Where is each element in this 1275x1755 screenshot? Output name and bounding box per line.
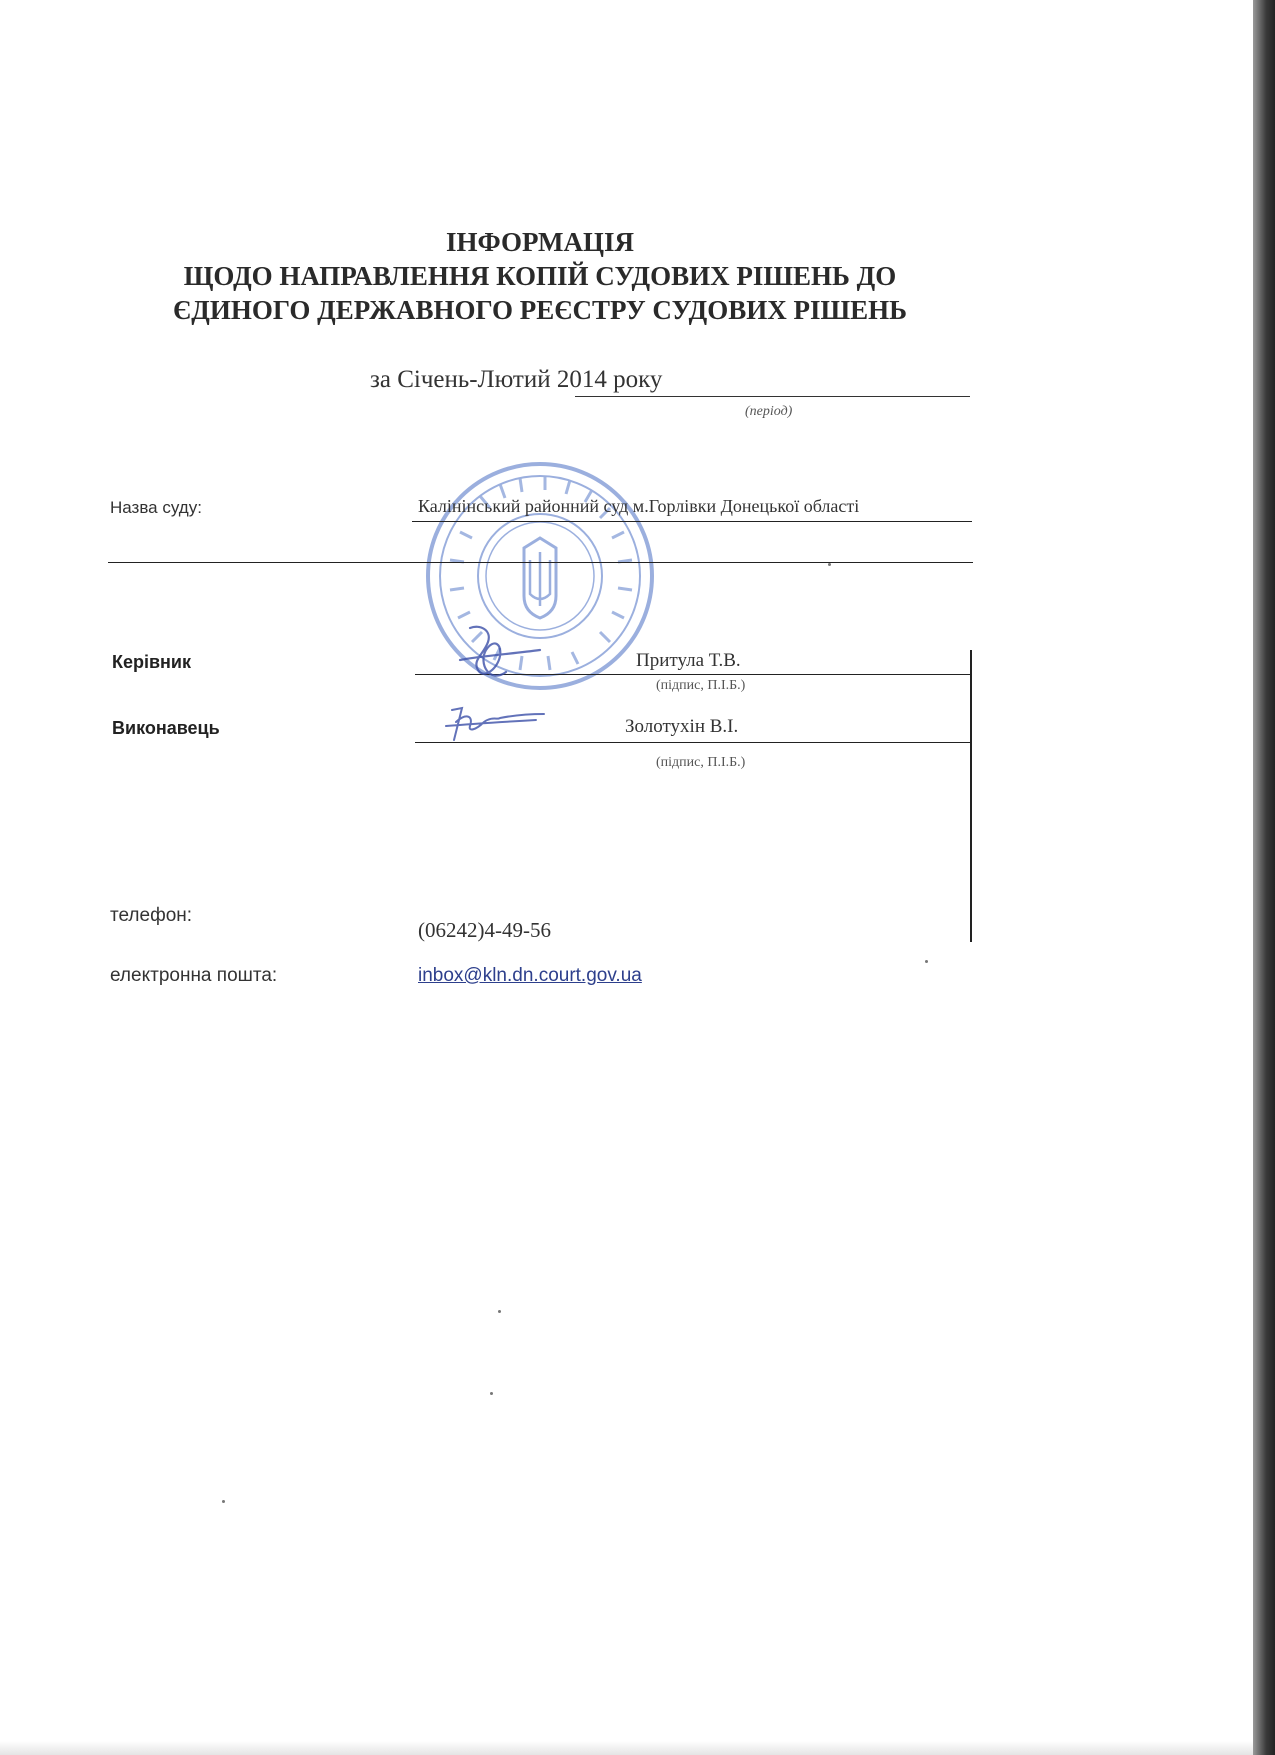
period-underline	[575, 396, 970, 397]
document-title	[100, 225, 980, 327]
scan-speck	[828, 563, 831, 566]
head-name: Притула Т.В.	[636, 650, 741, 671]
vertical-border-line	[970, 650, 972, 942]
executor-label: Виконавець	[112, 718, 220, 738]
period-caption: (період)	[745, 404, 793, 419]
email-label: електронна пошта:	[110, 965, 278, 986]
executor-signature	[440, 700, 550, 750]
scan-speck	[498, 1310, 501, 1313]
head-label: Керівник	[112, 652, 192, 672]
head-signature	[450, 620, 570, 690]
title-line-1: ІНФОРМАЦІЯ	[446, 227, 634, 257]
scan-speck	[222, 1500, 225, 1503]
separator-line	[108, 562, 973, 563]
scan-speck	[490, 1392, 493, 1395]
head-signature-caption: (підпис, П.І.Б.)	[656, 678, 746, 693]
scan-speck	[925, 960, 928, 963]
court-underline	[412, 521, 972, 522]
email-link[interactable]: inbox@kln.dn.court.gov.ua	[418, 965, 642, 986]
phone-label: телефон:	[110, 905, 193, 926]
court-name-label: Назва суду:	[110, 498, 202, 517]
period-text: за Січень-Лютий 2014 року	[370, 366, 663, 393]
court-name-value: Калінінський районний суд м.Горлівки Донецької області	[418, 496, 860, 516]
executor-signature-caption: (підпис, П.І.Б.)	[656, 755, 746, 770]
title-line-2: ЩОДО НАПРАВЛЕННЯ КОПІЙ СУДОВИХ РІШЕНЬ ДО	[183, 261, 897, 291]
title-line-3: ЄДИНОГО ДЕРЖАВНОГО РЕЄСТРУ СУДОВИХ РІШЕНЬ	[172, 295, 908, 325]
scan-edge-shadow	[1253, 0, 1275, 1755]
phone-value: (06242)4-49-56	[418, 918, 551, 942]
executor-name: Золотухін В.І.	[625, 716, 739, 737]
bottom-shading	[0, 1741, 1255, 1755]
